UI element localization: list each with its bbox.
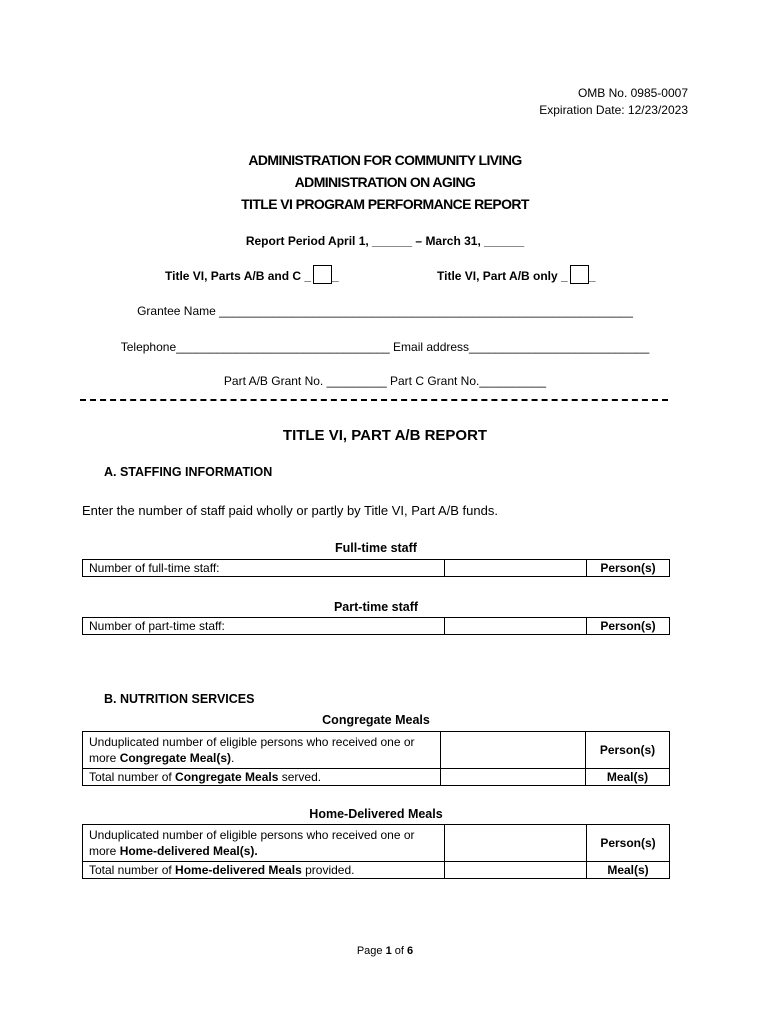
parttime-label: Number of part-time staff:	[83, 618, 445, 635]
header-line-2: ADMINISTRATION ON AGING	[294, 174, 476, 190]
fulltime-input[interactable]	[445, 560, 587, 577]
home-persons-unit: Person(s)	[587, 825, 670, 862]
congregate-caption: Congregate Meals	[322, 713, 430, 727]
home-meals-input[interactable]	[445, 862, 587, 879]
grantee-name-field[interactable]: Grantee Name ______________________________________________________________	[137, 304, 633, 318]
congregate-meals-unit: Meal(s)	[586, 769, 670, 786]
table-row	[83, 732, 670, 769]
table-row	[83, 825, 670, 862]
page-number: 1	[385, 945, 392, 957]
home-persons-label: Unduplicated number of eligible persons who received one or more Home-delivered Meal(s).	[83, 825, 445, 862]
congregate-persons-label: Unduplicated number of eligible persons who received one or more Congregate Meal(s).	[83, 732, 441, 769]
staffing-heading: A. STAFFING INFORMATION	[104, 465, 273, 479]
congregate-meals-input[interactable]	[441, 769, 586, 786]
home-meals-label: Total number of Home-delivered Meals provided.	[83, 862, 445, 879]
parttime-input[interactable]	[445, 618, 587, 635]
table-row	[83, 560, 670, 577]
telephone-email-field[interactable]: Telephone________________________________ Email address___________________________	[120, 340, 650, 354]
omb-block	[539, 85, 688, 119]
home-persons-input[interactable]	[445, 825, 587, 862]
report-period: Report Period April 1, ______ – March 31, ______	[245, 234, 525, 248]
table-row	[83, 769, 670, 786]
congregate-meals-label: Total number of Congregate Meals served.	[83, 769, 441, 786]
page-total: 6	[407, 945, 414, 957]
congregate-table	[82, 731, 670, 786]
option-part-ab-only: Title VI, Part A/B only _ _	[437, 265, 595, 284]
header-line-1: ADMINISTRATION FOR COMMUNITY LIVING	[248, 152, 522, 168]
home-delivered-caption: Home-Delivered Meals	[309, 807, 443, 821]
parttime-unit: Person(s)	[587, 618, 670, 635]
parttime-caption: Part-time staff	[333, 600, 419, 614]
dashed-divider	[80, 399, 668, 401]
parts-abc-checkbox[interactable]	[313, 265, 332, 284]
expiration-date: Expiration Date: 12/23/2023	[539, 103, 688, 117]
congregate-persons-unit: Person(s)	[586, 732, 670, 769]
fulltime-unit: Person(s)	[587, 560, 670, 577]
fulltime-caption: Full-time staff	[335, 541, 417, 555]
fulltime-label: Number of full-time staff:	[83, 560, 445, 577]
table-row	[83, 618, 670, 635]
parttime-table	[82, 617, 670, 635]
table-row	[83, 862, 670, 879]
home-meals-unit: Meal(s)	[587, 862, 670, 879]
fulltime-table	[82, 559, 670, 577]
header-line-3: TITLE VI PROGRAM PERFORMANCE REPORT	[241, 196, 529, 212]
option-part-ab-only-label: Title VI, Part A/B only _	[437, 269, 568, 283]
report-title: TITLE VI, PART A/B REPORT	[282, 427, 488, 444]
omb-number: OMB No. 0985-0007	[577, 86, 688, 100]
page-footer: Page 1 of 6	[356, 945, 414, 957]
option-parts-abc-label: Title VI, Parts A/B and C _	[165, 269, 312, 283]
home-delivered-table	[82, 824, 670, 879]
staffing-instruction: Enter the number of staff paid wholly or partly by Title VI, Part A/B funds.	[82, 503, 498, 518]
nutrition-heading: B. NUTRITION SERVICES	[104, 692, 255, 706]
option-parts-abc: Title VI, Parts A/B and C _ _	[165, 265, 339, 284]
congregate-persons-input[interactable]	[441, 732, 586, 769]
part-ab-only-checkbox[interactable]	[570, 265, 589, 284]
grant-numbers-field[interactable]: Part A/B Grant No. _________ Part C Grant No.__________	[223, 374, 547, 388]
